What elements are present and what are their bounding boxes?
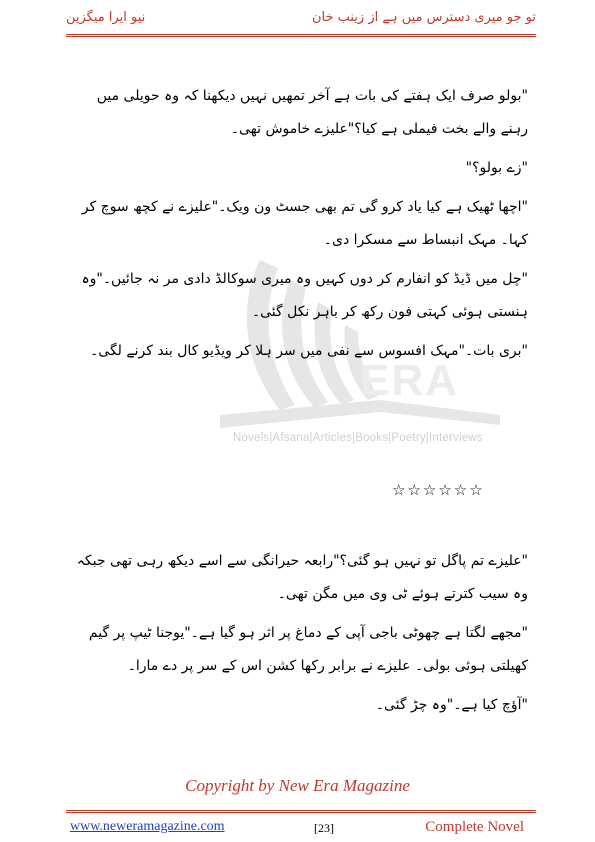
paragraph: "چل میں ڈیڈ کو انفارم کر دوں کہیں وہ میری سوکالڈ دادی مر نہ جائیں۔"وہ ہنستی ہوئی کہتی فون رکھ کر باہر نکل گئی۔ (81, 271, 528, 320)
paragraph: "بری بات۔"مہک افسوس سے نفی میں سر ہلا کر ویڈیو کال بند کرنے لگی۔ (90, 343, 528, 359)
novel-title: تو جو میری دسترس میں ہے از زینب خان (311, 10, 536, 25)
paragraph: "آؤچ کیا ہے۔"وہ چڑ گئی۔ (375, 697, 528, 713)
section-divider-stars: ☆☆☆☆☆☆ (392, 481, 485, 499)
website-link[interactable]: www.neweramagazine.com (70, 819, 225, 834)
magazine-name: نیو ایرا میگزین (66, 10, 146, 25)
paragraph: "بولو صرف ایک ہفتے کی بات ہے آخر تمھیں نہیں دیکھنا کہ وہ حویلی میں رہنے والے بخت فیملی ہے کیا؟"علیزے خاموش تھی۔ (96, 88, 528, 137)
page-footer (66, 810, 536, 839)
paragraph: "اچھا ٹھیک ہے کیا یاد کرو گی تم بھی جسٹ ون ویک۔"علیزے نے کچھ سوچ کر کہا۔ مہک انبساط سے مسکرا دی۔ (81, 199, 528, 248)
page-number: [23] (314, 821, 334, 835)
body-text-part-2 (68, 545, 528, 728)
body-text-part-1 (68, 80, 528, 374)
svg-text:ERA: ERA (360, 356, 459, 405)
paragraph: "مجھے لگتا ہے چھوٹی باجی آپی کے دماغ پر اثر ہو گیا ہے۔"یوجنا ٹیپ پر گیم کھیلتی ہوئی بولی۔ علیزے نے برابر رکھا کشن اس کے سر پر دے مارا۔ (88, 625, 528, 674)
novel-type-label: Complete Novel (425, 819, 524, 835)
page-header (66, 8, 536, 37)
paragraph: "زے بولو؟" (465, 160, 528, 176)
watermark-text: Novels|Afsana|Articles|Books|Poetry|Interviews (233, 432, 483, 444)
paragraph: "علیزے تم پاگل تو نہیں ہو گئی؟"رابعہ حیرانگی سے اسے دیکھ رہی تھی جبکہ وہ سیب کترتے ہوئے ٹی وی میں مگن تھی۔ (76, 553, 528, 602)
copyright-notice: Copyright by New Era Magazine (185, 776, 410, 795)
